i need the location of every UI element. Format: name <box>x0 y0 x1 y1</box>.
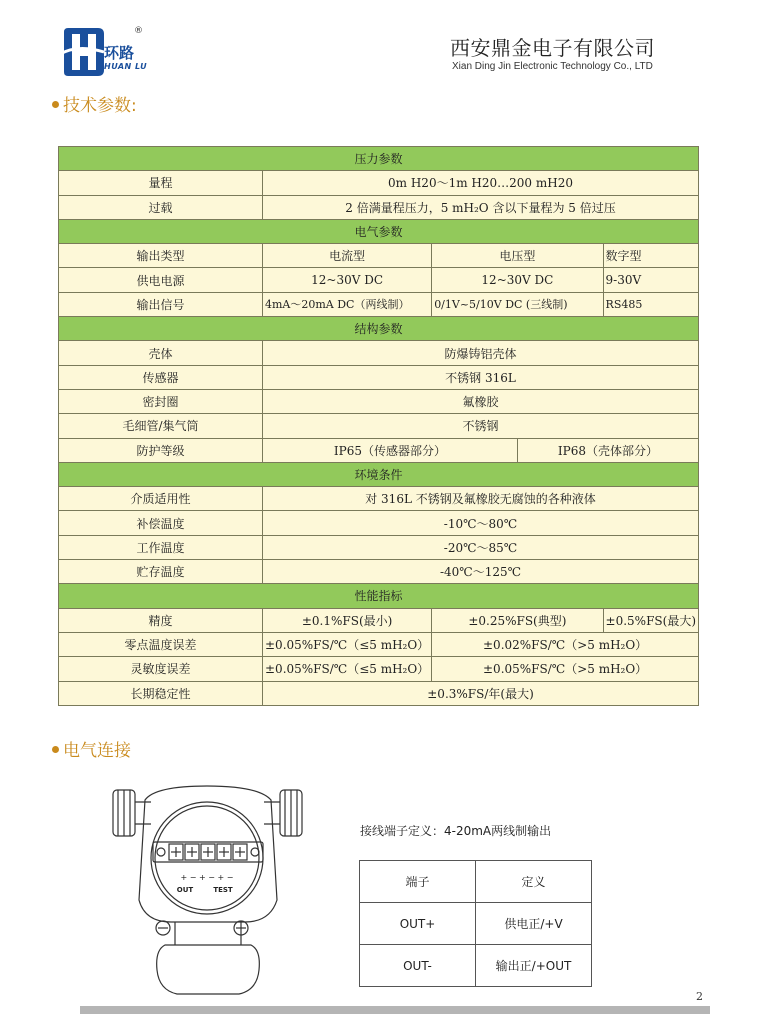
param-value: 对 316L 不锈钢及氟橡胶无腐蚀的各种液体 <box>263 487 699 511</box>
param-value: 数字型 <box>603 244 698 268</box>
param-value: IP65（传感器部分） <box>263 438 518 462</box>
param-label: 工作温度 <box>59 535 263 559</box>
param-value: ±0.5%FS(最大) <box>603 608 698 632</box>
param-value: ±0.1%FS(最小) <box>263 608 432 632</box>
wiring-definition: 供电正/+V <box>476 903 592 945</box>
param-value: 0m H20～1m H20…200 mH20 <box>263 171 699 195</box>
param-value: ±0.05%FS/℃（≤5 mH₂O） <box>263 657 432 681</box>
registered-mark: ® <box>134 26 143 36</box>
table-section-header: 性能指标 <box>59 584 699 608</box>
section-title-text: 技术参数: <box>63 96 137 116</box>
page-number: 2 <box>696 990 703 1003</box>
logo-english-name: HUAN LU <box>104 62 148 71</box>
param-value: IP68（壳体部分） <box>517 438 698 462</box>
table-section-header: 电气参数 <box>59 219 699 243</box>
param-label: 补偿温度 <box>59 511 263 535</box>
logo-chinese-name: 环路 <box>104 44 135 62</box>
table-row <box>360 945 592 987</box>
param-value: 9-30V <box>603 268 698 292</box>
terminal-test-label: TEST <box>213 886 233 894</box>
table-section-header: 环境条件 <box>59 462 699 486</box>
param-value: 防爆铸铝壳体 <box>263 341 699 365</box>
param-value: 不锈钢 <box>263 414 699 438</box>
param-label: 长期稳定性 <box>59 681 263 705</box>
param-label: 输出信号 <box>59 292 263 316</box>
bullet-icon <box>52 101 59 108</box>
param-value: ±0.05%FS/℃（>5 mH₂O） <box>432 657 699 681</box>
param-value: 12~30V DC <box>263 268 432 292</box>
param-value: 4mA～20mA DC（两线制） <box>263 292 432 316</box>
param-value: 氟橡胶 <box>263 389 699 413</box>
wiring-terminal: OUT+ <box>360 903 476 945</box>
param-value: -10℃～80℃ <box>263 511 699 535</box>
param-value: 12~30V DC <box>432 268 603 292</box>
param-value: ±0.02%FS/℃（>5 mH₂O） <box>432 632 699 656</box>
param-label: 毛细管/集气筒 <box>59 414 263 438</box>
param-value: 2 倍满量程压力，5 mH₂O 含以下量程为 5 倍过压 <box>263 195 699 219</box>
param-value: ±0.05%FS/℃（≤5 mH₂O） <box>263 632 432 656</box>
param-label: 防护等级 <box>59 438 263 462</box>
wiring-table <box>359 860 592 987</box>
param-label: 传感器 <box>59 365 263 389</box>
param-value: 电流型 <box>263 244 432 268</box>
param-label: 密封圈 <box>59 389 263 413</box>
company-name-en: Xian Ding Jin Electronic Technology Co., LTD <box>452 61 653 72</box>
table-section-header: 结构参数 <box>59 317 699 341</box>
param-label: 壳体 <box>59 341 263 365</box>
param-label: 输出类型 <box>59 244 263 268</box>
section-title-electrical <box>52 736 131 761</box>
param-label: 贮存温度 <box>59 560 263 584</box>
param-label: 量程 <box>59 171 263 195</box>
wiring-definition: 输出正/+OUT <box>476 945 592 987</box>
terminal-out-label: OUT <box>176 886 194 894</box>
transmitter-housing-drawing <box>105 780 310 1002</box>
param-value: ±0.25%FS(典型) <box>432 608 603 632</box>
company-name-cn: 西安鼎金电子有限公司 <box>450 36 655 60</box>
section-title-text: 电气连接 <box>63 741 131 761</box>
wiring-caption: 接线端子定义：4-20mA两线制输出 <box>360 824 552 838</box>
terminal-signs: + − + − + − <box>180 873 234 882</box>
section-title-tech-params <box>52 91 137 116</box>
param-value: 电压型 <box>432 244 603 268</box>
param-label: 灵敏度误差 <box>59 657 263 681</box>
table-row <box>360 903 592 945</box>
table-section-header: 压力参数 <box>59 147 699 171</box>
bullet-icon <box>52 746 59 753</box>
spec-table <box>58 146 699 706</box>
param-label: 供电电源 <box>59 268 263 292</box>
param-label: 精度 <box>59 608 263 632</box>
param-value: 0/1V~5/10V DC (三线制) <box>432 292 603 316</box>
wiring-col-header: 端子 <box>360 861 476 903</box>
param-label: 零点温度误差 <box>59 632 263 656</box>
footer-bar <box>80 1006 710 1014</box>
wiring-terminal: OUT- <box>360 945 476 987</box>
param-value: -40℃～125℃ <box>263 560 699 584</box>
param-value: -20℃～85℃ <box>263 535 699 559</box>
param-label: 介质适用性 <box>59 487 263 511</box>
param-value: RS485 <box>603 292 698 316</box>
param-label: 过载 <box>59 195 263 219</box>
param-value: ±0.3%FS/年(最大) <box>263 681 699 705</box>
wiring-col-header: 定义 <box>476 861 592 903</box>
param-value: 不锈钢 316L <box>263 365 699 389</box>
